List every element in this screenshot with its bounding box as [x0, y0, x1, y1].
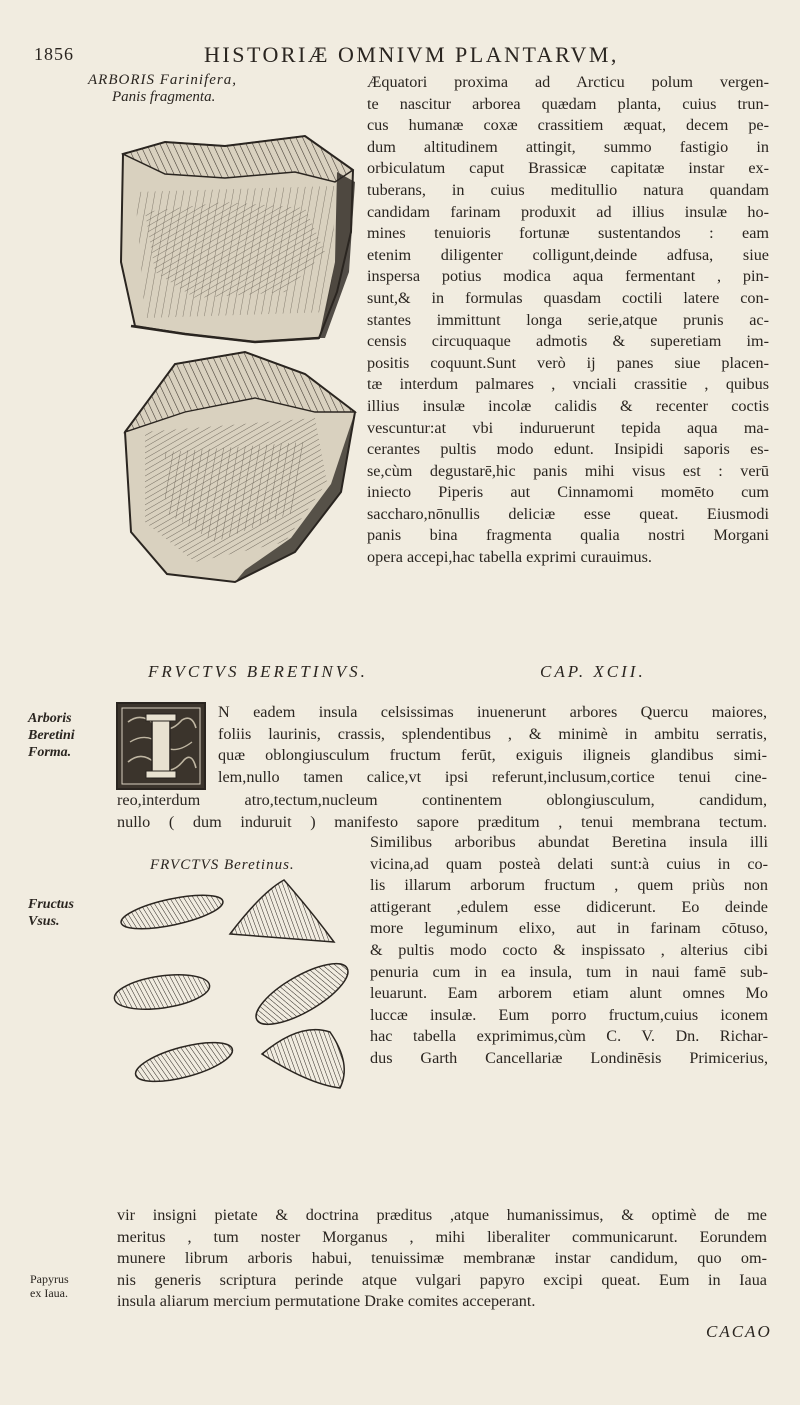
text-line: dus Garth Cancellariæ Londinēsis Primicerius,	[370, 1048, 768, 1067]
figure2-caption: FRVCTVS Beretinus.	[150, 857, 295, 873]
figure1-caption-line1: ARBORIS Farinifera,	[88, 72, 237, 88]
margin-note-line: Fructus	[28, 897, 74, 912]
text-line: tæ interdum palmares , vnciali crassitie , quibus	[367, 375, 769, 394]
figure1-caption-line2: Panis fragmenta.	[112, 89, 216, 105]
section-title: FRVCTVS BERETINVS.	[148, 662, 368, 681]
paragraph-farinifera	[367, 72, 769, 569]
margin-note-line: Papyrus	[30, 1272, 69, 1286]
text-line: leuarunt. Eam arborem etiam alunt omnes Mo	[370, 984, 768, 1003]
text-line: foliis laurinis, crassis, splendentibus , & minimè in ambitu serratis,	[218, 724, 767, 743]
text-line: iniecto Piperis aut Cinnamomi momēto cum	[367, 483, 769, 502]
margin-note-fructus	[28, 896, 108, 930]
catchword: CACAO	[706, 1322, 772, 1341]
text-line: etenim diligenter colligunt,deinde adfusa, siue	[367, 245, 769, 264]
section-heading	[148, 662, 748, 682]
margin-note-line: Vsus.	[28, 914, 60, 929]
seed-1	[118, 888, 225, 935]
margin-note-papyrus	[30, 1272, 100, 1300]
paragraph-beretinus-side	[370, 832, 768, 1070]
text-line: positis coquunt.Sunt verò ij panes siue placen-	[367, 353, 769, 372]
text-line: candidam farinam produxit ad illius insulæ ho-	[367, 202, 769, 221]
text-line: insula aliarum mercium permutatione Drake comites acceperant.	[117, 1292, 536, 1311]
text-line: orbiculatum caput Brassicæ capitatæ instar ex-	[367, 159, 769, 178]
text-line: vescuntur:at vbi induruerunt tepida aqua ma-	[367, 418, 769, 437]
bread-fragment-lower	[125, 352, 355, 582]
text-line: cerantes pultis modo edunt. Insipidi saporis es-	[367, 440, 769, 459]
chapter-number: CAP. XCII.	[540, 662, 646, 681]
text-line: censis circuquaque admotis & superetiam im-	[367, 332, 769, 351]
margin-note-line: ex Iaua.	[30, 1286, 68, 1300]
text-line: panis bina fragmenta qualia nostri Morgani	[367, 526, 769, 545]
text-line: se,cùm degustarē,hic panis mihi visus est : verū	[367, 461, 769, 480]
bread-fragments-illustration	[105, 112, 365, 602]
text-line: te nascitur arborea quædam planta, cuius trun-	[367, 94, 769, 113]
page-number: 1856	[34, 44, 74, 64]
running-title: HISTORIÆ OMNIVM PLANTARVM,	[204, 42, 619, 67]
text-line: sunt,& in formulas quasdam coctili latere con-	[367, 288, 769, 307]
text-line: meritus , tum noster Morganus , mihi liberaliter communicarunt. Eorundem	[117, 1227, 767, 1246]
margin-note-line: Arboris	[28, 711, 72, 726]
text-line: more leguminum elixo, aut in farinam cōtuso,	[370, 919, 768, 938]
paragraph-beretinus-end	[117, 1205, 767, 1313]
text-line: Æquatori proxima ad Arcticu polum vergen-	[367, 73, 769, 91]
text-line: lis illarum arborum fructum , quem priùs non	[370, 876, 768, 895]
text-line: cus humanæ coxæ crassitiem æquat, decem pe-	[367, 116, 769, 135]
paragraph-beretinus-intro	[218, 702, 767, 788]
text-line: reo,interdum atro,tectum,nucleum continentem oblongiusculum, candidum,	[117, 791, 767, 809]
seed-5	[132, 1035, 236, 1090]
text-line: stantes immittunt longa serie,atque prunis ac-	[367, 310, 769, 329]
text-line: lem,nullo tamen calice,vt ipsi referunt,inclusum,cortice tenui cine-	[218, 767, 767, 786]
text-line: nis generis scriptura perinde atque vulgari papyro excipi queat. Eum in Iaua	[117, 1270, 767, 1289]
text-line: luccæ insulæ. Eum porro fructum,cuius iconem	[370, 1005, 768, 1024]
text-line: Similibus arboribus abundat Beretina insula illi	[370, 833, 768, 851]
text-line: tuberans, in cuius meditullio natura quandam	[367, 180, 769, 199]
text-line: & pultis modo cocto & inspissato , alterius cibi	[370, 940, 768, 959]
text-line: vir insigni pietate & doctrina præditus ,atque humanissimus, & optimè de me	[117, 1206, 767, 1224]
text-line: illius insulæ incolæ calidis & recenter coctis	[367, 396, 769, 415]
fructus-beretinus-illustration	[112, 872, 362, 1112]
text-line: vicina,ad quam posteà delati sunt:à cuius in co-	[370, 854, 768, 873]
seed-4	[248, 952, 356, 1035]
text-line: hac tabella exprimimus,cùm C. V. Dn. Richar-	[370, 1027, 768, 1046]
seed-6	[262, 1030, 344, 1088]
text-line: opera accepi,hac tabella exprimi curauimus.	[367, 548, 652, 567]
bread-fragment-upper	[121, 136, 355, 342]
text-line: quæ oblongiusculum fructum ferūt, exiguis iligneis glandibus simi-	[218, 746, 767, 765]
seed-3	[112, 969, 212, 1014]
margin-note-line: Forma.	[28, 745, 72, 760]
seed-2	[230, 880, 334, 942]
text-line: attigerant ,edulem esse didicerunt. Eo deinde	[370, 897, 768, 916]
text-line: dum altitudinem attingit, summo fastigio in	[367, 137, 769, 156]
paragraph-beretinus-continued	[117, 790, 767, 833]
text-line: nullo ( dum induruit ) manifesto sapore præditum , tenui membrana tectum.	[117, 812, 767, 831]
text-line: mines tenuioris fortunæ sustentandos : eam	[367, 224, 769, 243]
text-line: saccharo,nōnullis deliciæ esse queat. Eiusmodi	[367, 504, 769, 523]
decorated-initial	[116, 702, 206, 790]
margin-note-arboris	[28, 710, 108, 761]
page-header	[34, 44, 774, 70]
text-line: N eadem insula celsissimas inuenerunt arbores Quercu maiores,	[218, 703, 767, 721]
text-line: penuria cum in ea insula, tum in naui famē sub-	[370, 962, 768, 981]
text-line: munere librum arboris habui, tenuissimæ membranæ instar candidum, quo om-	[117, 1249, 767, 1268]
figure1-caption	[88, 72, 338, 106]
margin-note-line: Beretini	[28, 728, 75, 743]
text-line: inspersa potius modica aqua fermentant , pin-	[367, 267, 769, 286]
